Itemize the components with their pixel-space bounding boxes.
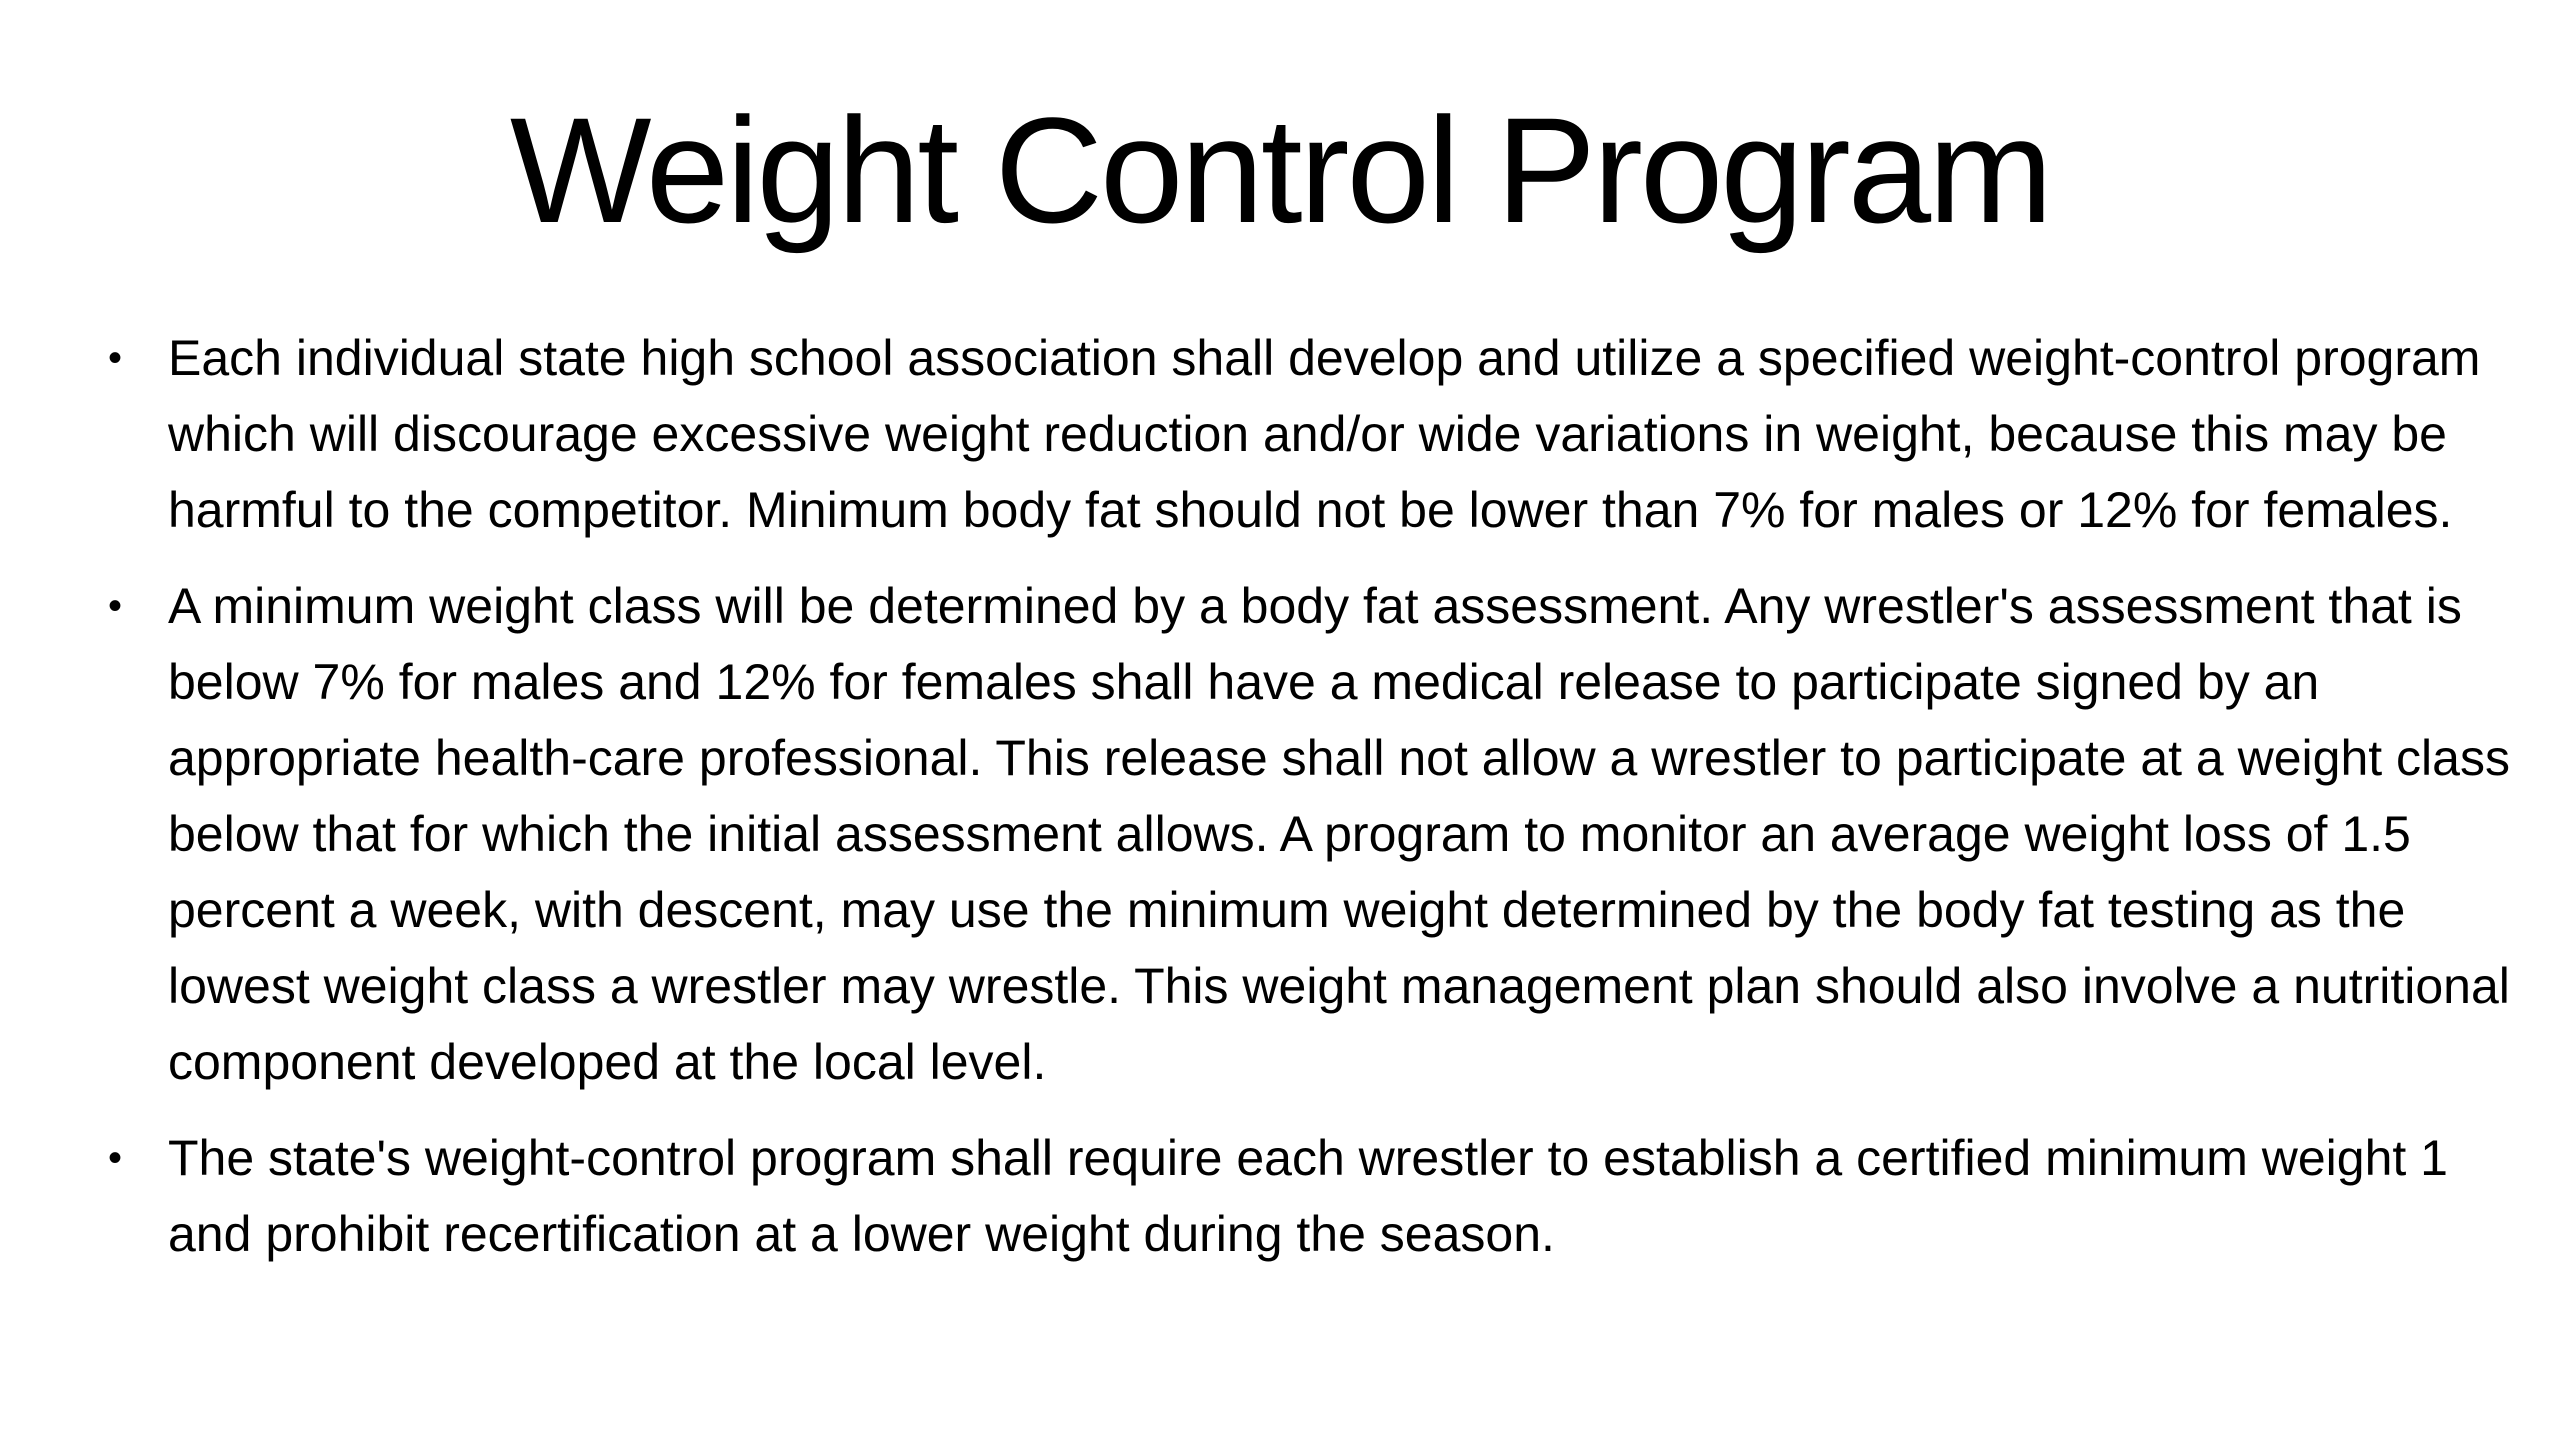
bullet-item (100, 568, 2520, 1100)
bullet-text: The state's weight-control program shall require each wrestler to establish a certified minimum weight 1 and prohibit recertification at a lower weight during the season. (168, 1130, 2448, 1262)
bullet-text: Each individual state high school association shall develop and utilize a specified weight-control program which will discourage excessive weight reduction and/or wide variations in weight, because this may be harmful to the competitor. Minimum body fat should not be lower than 7% for males or 12% for females. (168, 330, 2481, 538)
bullet-icon: • (108, 336, 123, 380)
slide-title: Weight Control Program (509, 86, 2051, 254)
bullet-list (100, 320, 2520, 1292)
bullet-icon: • (108, 1136, 123, 1180)
bullet-item (100, 320, 2520, 548)
bullet-text: A minimum weight class will be determined by a body fat assessment. Any wrestler's assessment that is below 7% for males and 12% for females shall have a medical release to participate signed by an appropriate health-care professional. This release shall not allow a wrestler to participate at a weight class below that for which the initial assessment allows. A program to monitor an average weight loss of 1.5 percent a week, with descent, may use the minimum weight determined by the body fat testing as the lowest weight class a wrestler may wrestle. This weight management plan should also involve a nutritional component developed at the local level. (168, 578, 2510, 1090)
bullet-item (100, 1120, 2520, 1272)
bullet-icon: • (108, 584, 123, 628)
